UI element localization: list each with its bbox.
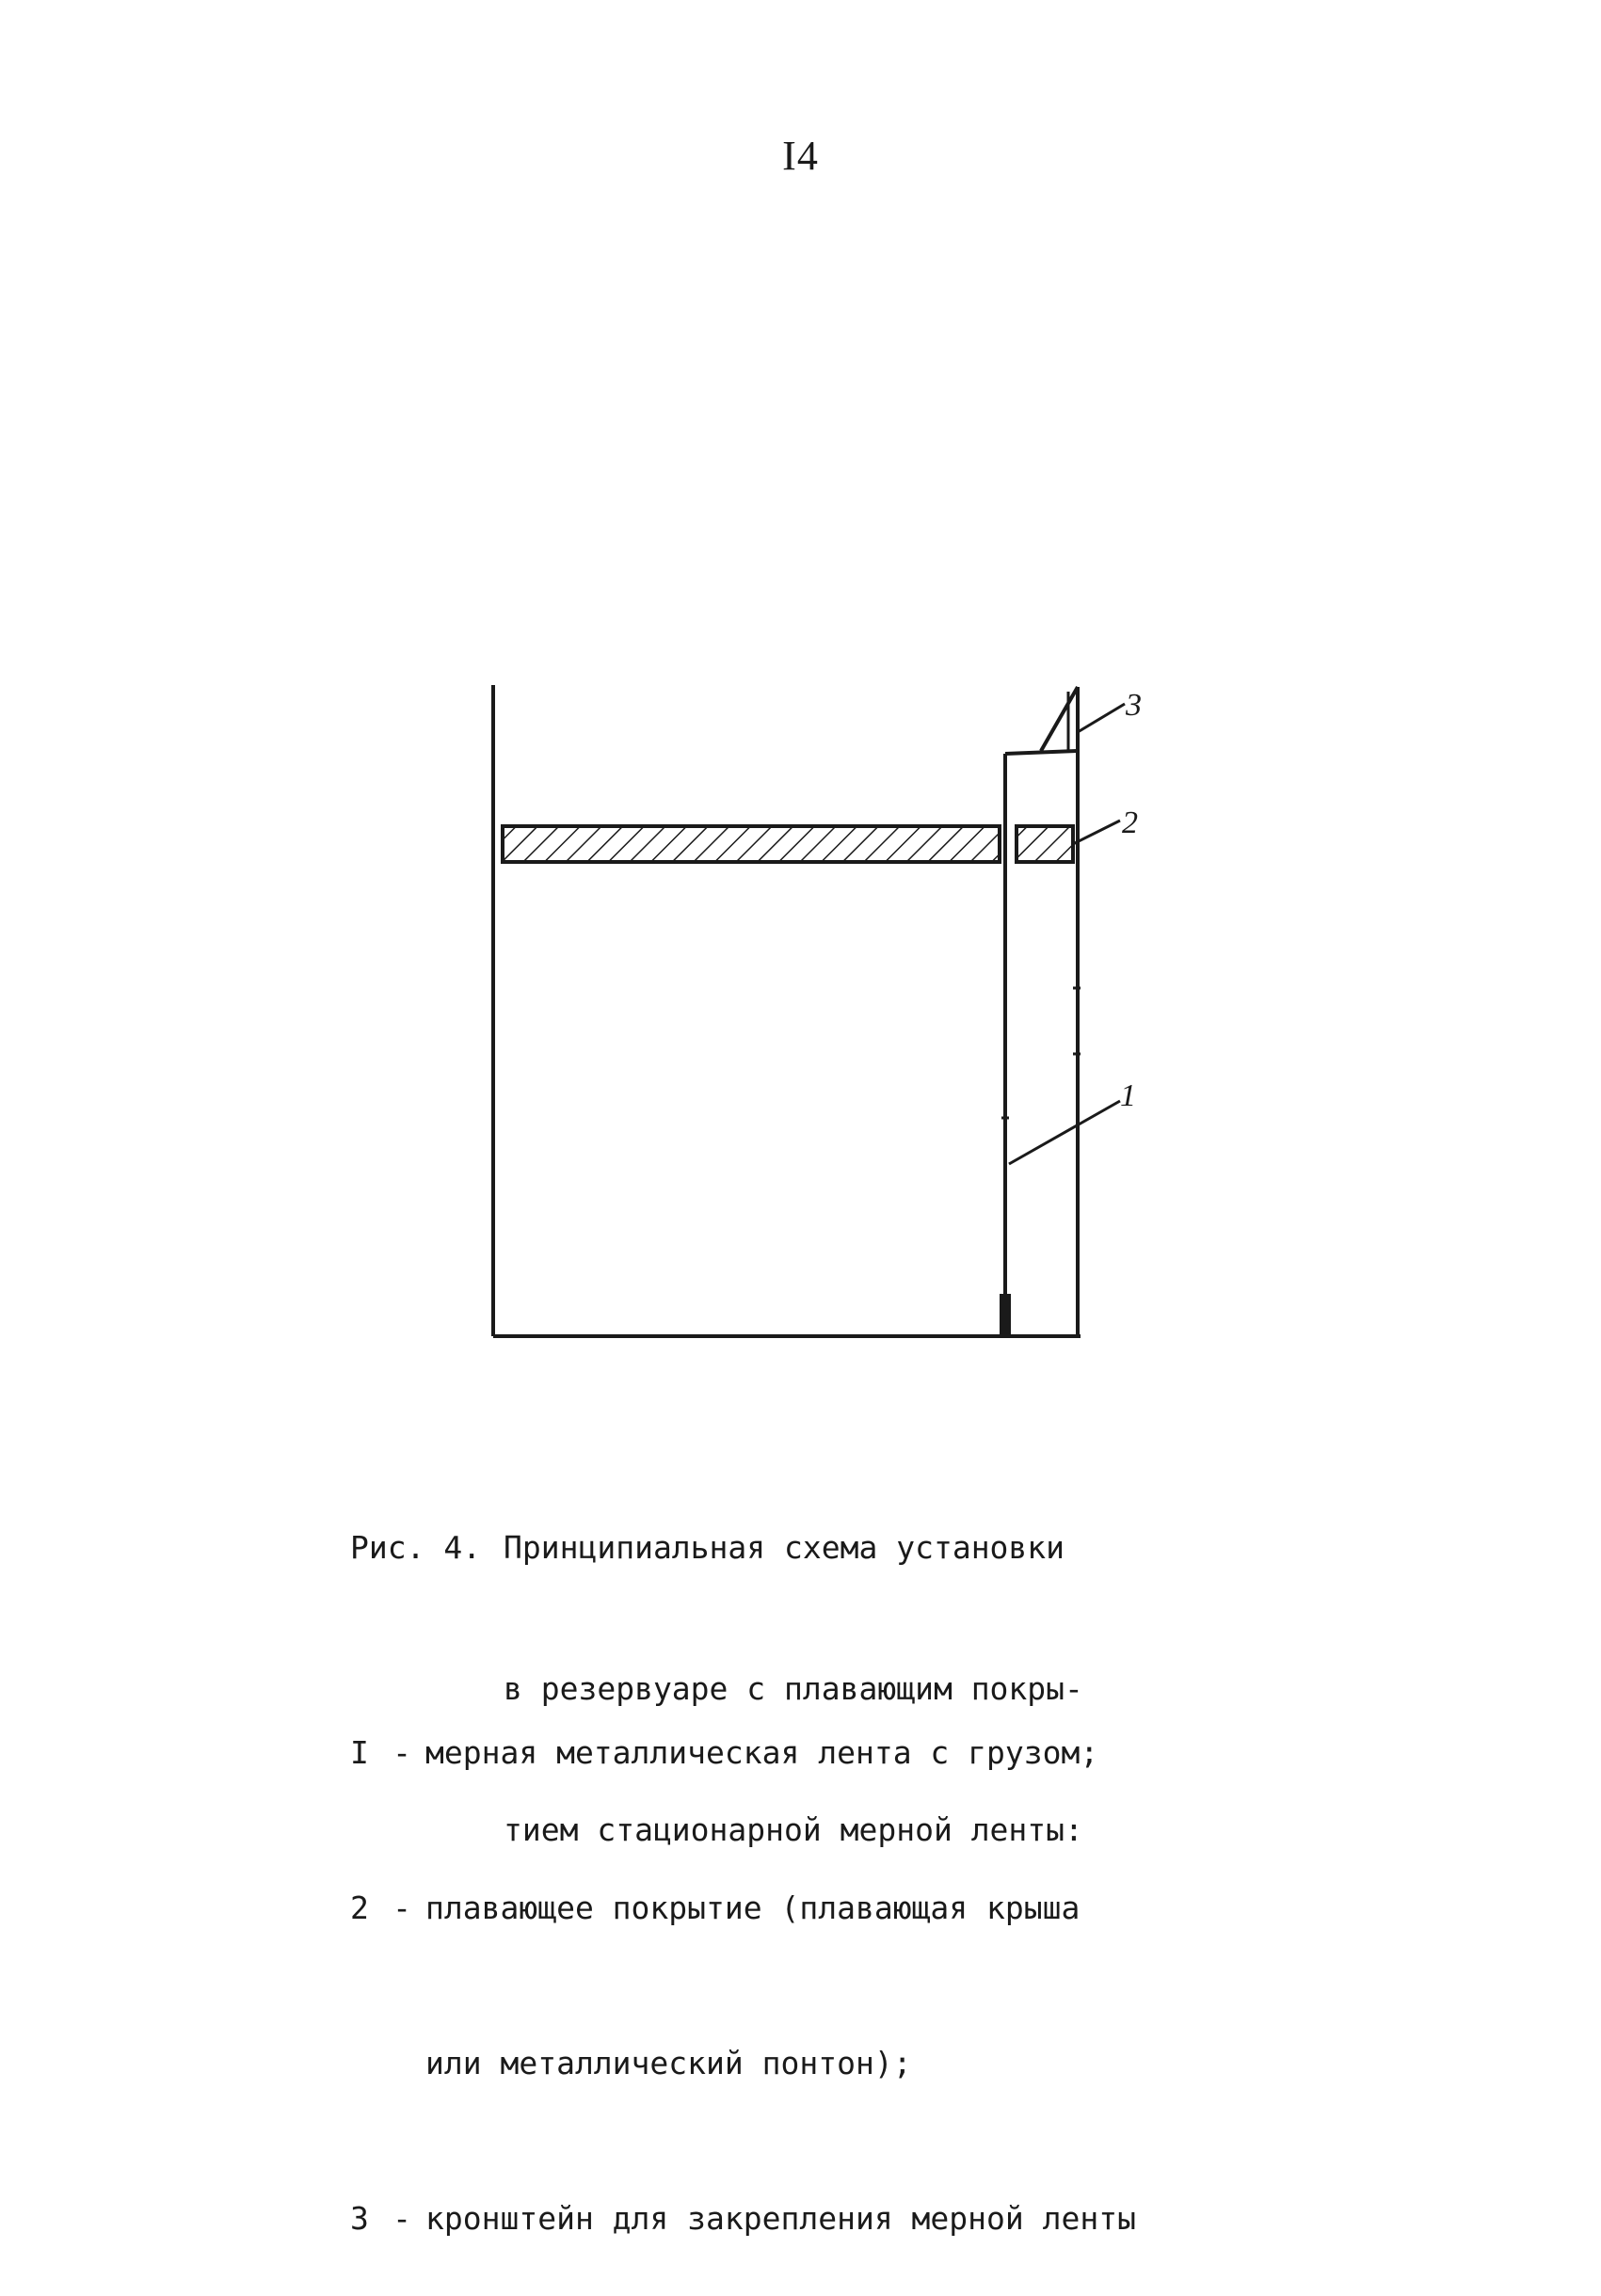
legend-text-continuation: или металлический понтон); xyxy=(425,2045,912,2081)
legend-dash: - xyxy=(392,1734,411,1771)
floating-roof-main xyxy=(503,826,1000,862)
bracket-top xyxy=(1005,751,1078,754)
legend-number: 2 xyxy=(350,1889,369,1926)
caption-line: Принципиальная схема установки xyxy=(504,1529,1065,1566)
leader-line-2 xyxy=(1073,821,1120,844)
caption-prefix: Рис. 4. xyxy=(350,1529,482,1566)
legend-dash: - xyxy=(392,1889,411,1926)
caption-first-line xyxy=(350,1524,1083,1571)
legend-text: кронштейн для закрепления мерной ленты xyxy=(425,2200,1136,2237)
legend-item xyxy=(350,1882,1136,1934)
legend-item xyxy=(350,1727,1136,1778)
leader-line-3 xyxy=(1078,704,1125,732)
callout-1: 1 xyxy=(1120,1078,1136,1113)
legend-number: I xyxy=(350,1734,369,1771)
legend-number: 3 xyxy=(350,2200,369,2237)
legend-text: мерная металлическая лента с грузом; xyxy=(425,1734,1099,1771)
legend-text: плавающее покрытие (плавающая крыша xyxy=(425,1889,1081,1926)
leader-line-1 xyxy=(1009,1101,1120,1164)
callout-2: 2 xyxy=(1122,805,1138,840)
caption-line: тием стационарной мерной ленты: xyxy=(504,1811,1083,1848)
legend-item xyxy=(350,2192,1136,2244)
tape-weight xyxy=(1000,1294,1011,1336)
callout-3: 3 xyxy=(1126,688,1142,723)
floating-roof-tube-section xyxy=(1017,826,1073,862)
page-number: I4 xyxy=(782,133,819,179)
figure-legend xyxy=(350,1623,1136,2296)
caption-line: в резервуаре с плавающим покры- xyxy=(504,1670,1083,1707)
legend-dash: - xyxy=(392,2200,411,2237)
bracket-diagonal xyxy=(1041,687,1078,751)
